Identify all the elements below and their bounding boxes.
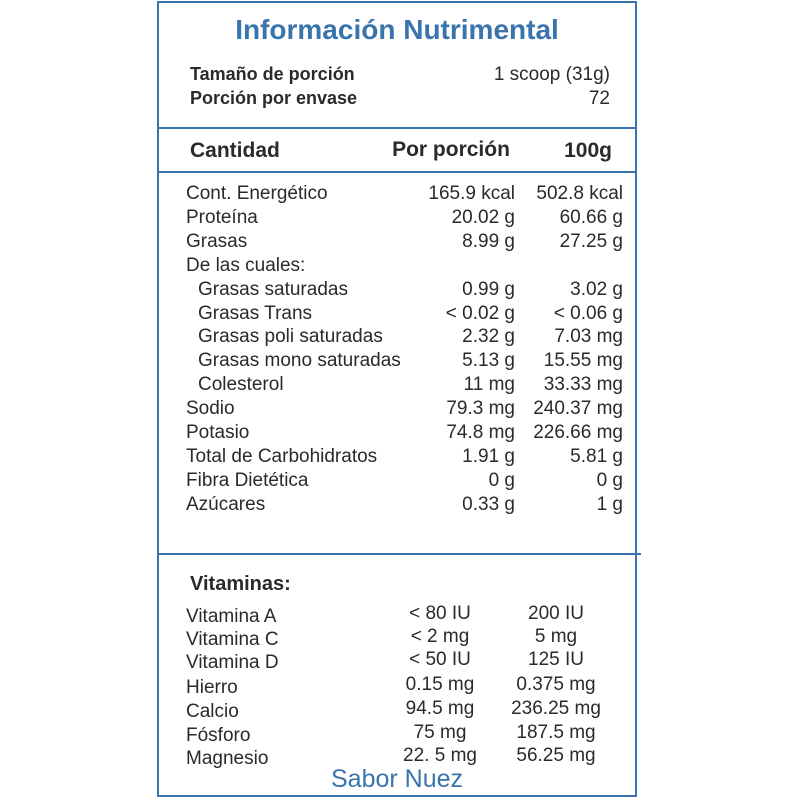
nutrient-name: Grasas poli saturadas (198, 326, 383, 348)
vitamin-name: Vitamina A (186, 606, 277, 627)
nutrient-per-100g: 5.81 g (570, 445, 623, 467)
nutrient-per-100g: 502.8 kcal (536, 183, 623, 204)
serving-size-value: 1 scoop (31g) (493, 64, 610, 85)
nutrient-per-serving: 8.99 g (462, 230, 515, 252)
vitamin-per-serving: < 80 IU (409, 603, 471, 624)
nutrient-per-serving: 165.9 kcal (428, 183, 515, 204)
nutrient-name: Colesterol (198, 374, 284, 396)
nutrient-per-serving: 0 g (488, 469, 515, 491)
vitamin-row-fosforo (0, 722, 800, 746)
nutrient-row-fibra-dietetica (0, 470, 800, 494)
nutrient-per-100g: 226.66 mg (533, 422, 623, 443)
servings-per-container-value: 72 (588, 88, 610, 109)
nutrient-per-100g: 1 g (596, 493, 623, 515)
nutrient-per-serving: 11 mg (463, 374, 515, 396)
vitamin-per-serving: 22. 5 mg (403, 745, 477, 766)
vitamin-row-vitamina-c (0, 626, 800, 650)
nutrient-row-colesterol (0, 374, 800, 398)
nutrient-name: Grasas mono saturadas (198, 350, 401, 372)
nutrient-row-grasas (0, 231, 800, 255)
divider-vitamins (157, 553, 641, 555)
vitamin-row-vitamina-a (0, 603, 800, 627)
vitamin-per-serving: < 2 mg (410, 626, 470, 647)
serving-size-label: Tamaño de porción (190, 64, 355, 84)
nutrient-name: Grasas (186, 230, 248, 252)
vitamin-per-serving: < 50 IU (409, 649, 471, 670)
nutrient-name: Potasio (186, 422, 250, 443)
servings-per-container-label: Porción por envase (190, 88, 358, 108)
vitamin-per-serving: 0.15 mg (405, 674, 475, 695)
column-header-100g: 100g (564, 139, 612, 162)
nutrient-per-serving: 20.02 g (451, 206, 515, 228)
nutrient-per-100g: 27.25 g (559, 230, 623, 252)
vitamin-row-hierro (0, 674, 800, 698)
vitamin-per-100g: 125 IU (528, 649, 584, 670)
nutrient-per-serving: 79.3 mg (446, 398, 515, 420)
divider-columns (157, 171, 637, 173)
nutrient-name: Fibra Dietética (186, 469, 309, 491)
vitamin-per-100g: 200 IU (528, 603, 584, 624)
nutrient-per-100g: 7.03 mg (554, 326, 623, 348)
nutrient-row-grasas-poli-saturadas (0, 326, 800, 350)
vitamin-per-100g: 187.5 mg (516, 722, 596, 743)
nutrient-per-serving: 1.91 g (462, 445, 515, 467)
flavor-label: Sabor Nuez (330, 765, 464, 793)
vitamin-name: Magnesio (186, 748, 269, 769)
nutrient-name: Grasas saturadas (198, 278, 348, 300)
nutrient-per-serving: 0.33 g (462, 493, 515, 515)
nutrient-row-grasas-mono-saturadas (0, 350, 800, 374)
nutrient-per-100g: 0 g (596, 469, 623, 491)
vitamin-per-100g: 0.375 mg (516, 674, 596, 695)
nutrient-per-serving: 74.8 mg (446, 422, 515, 443)
nutrient-per-serving: 0.99 g (462, 278, 515, 300)
nutrient-per-100g: 15.55 mg (543, 350, 623, 372)
nutrient-per-100g: 240.37 mg (533, 398, 623, 420)
vitamin-name: Vitamina C (186, 629, 279, 650)
label-title: Información Nutrimental (235, 14, 559, 45)
vitamin-per-serving: 94.5 mg (405, 698, 475, 719)
vitamin-per-serving: 75 mg (413, 722, 467, 743)
nutrient-row-total-de-carbohidratos (0, 446, 800, 470)
nutrient-row-potasio (0, 422, 800, 446)
nutrient-row-azucares (0, 494, 800, 518)
vitamin-per-100g: 56.25 mg (516, 745, 596, 766)
divider-serving (157, 127, 637, 129)
vitamin-name: Fósforo (186, 725, 251, 746)
vitamins-heading: Vitaminas: (190, 573, 291, 595)
nutrient-per-serving: 2.32 g (462, 326, 515, 348)
nutrient-per-serving: 5.13 g (462, 350, 515, 372)
vitamin-row-vitamina-d (0, 649, 800, 673)
nutrient-row-sodio (0, 398, 800, 422)
nutrient-per-100g: 3.02 g (570, 278, 623, 300)
nutrient-name: Azúcares (186, 493, 266, 515)
column-header-amount: Cantidad (190, 139, 280, 162)
nutrient-row-de-las-cuales (0, 255, 800, 279)
nutrient-per-100g: 60.66 g (559, 206, 623, 228)
vitamin-name: Calcio (186, 701, 239, 722)
nutrient-name: Sodio (186, 398, 235, 420)
nutrient-per-100g: < 0.06 g (553, 302, 623, 324)
nutrient-row-cont-energetico (0, 183, 800, 207)
column-header-per-serving: Por porción (392, 138, 510, 161)
nutrient-name: Proteína (186, 206, 258, 228)
nutrient-per-serving: < 0.02 g (445, 302, 515, 324)
vitamin-name: Hierro (186, 677, 238, 698)
vitamin-per-100g: 236.25 mg (511, 698, 601, 719)
nutrient-row-grasas-saturadas (0, 279, 800, 303)
nutrient-name: Total de Carbohidratos (186, 445, 378, 467)
nutrient-per-100g: 33.33 mg (543, 374, 623, 396)
nutrient-name: Grasas Trans (198, 302, 313, 324)
vitamin-name: Vitamina D (186, 652, 279, 673)
vitamin-row-calcio (0, 698, 800, 722)
nutrient-name: De las cuales: (186, 254, 306, 276)
vitamin-per-100g: 5 mg (534, 626, 578, 647)
nutrient-name: Cont. Energético (186, 183, 328, 204)
nutrient-row-proteina (0, 207, 800, 231)
nutrient-row-grasas-trans (0, 303, 800, 327)
